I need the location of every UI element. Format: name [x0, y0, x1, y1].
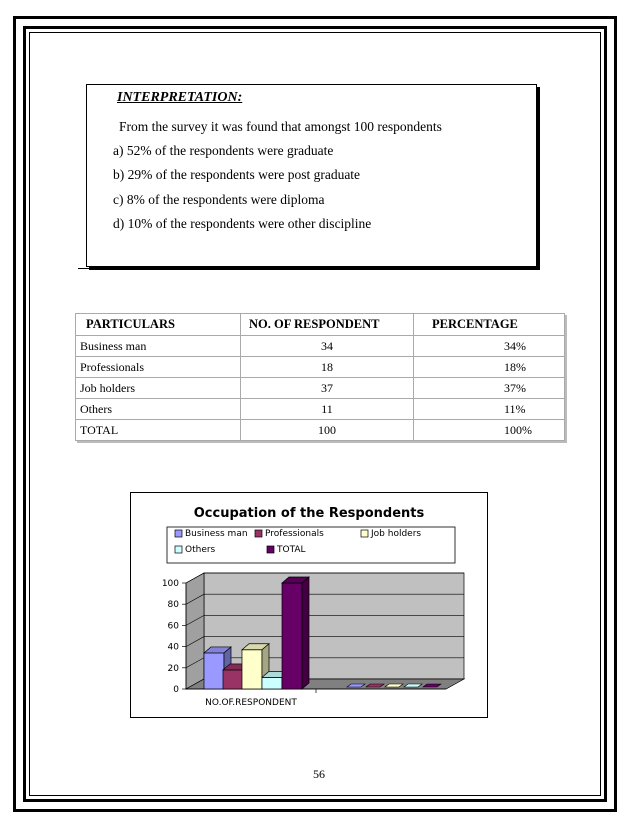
- table-row: [76, 357, 565, 378]
- y-tick-label: 100: [161, 579, 179, 589]
- cell-count: 18: [241, 357, 414, 378]
- interpretation-item: b) 29% of the respondents were post graduate: [113, 167, 361, 182]
- chart-side-wall: [186, 573, 204, 689]
- cell-count: 11: [241, 399, 414, 420]
- legend-label: TOTAL: [277, 545, 306, 555]
- legend-label: Business man: [185, 529, 248, 539]
- cell-count: 34: [241, 336, 414, 357]
- legend-label: Job holders: [371, 529, 422, 539]
- legend-swatch: [175, 546, 182, 553]
- cell-particular: Business man: [76, 336, 241, 357]
- cell-particular: Job holders: [76, 378, 241, 399]
- table-row: [76, 420, 565, 441]
- legend-label: Others: [185, 545, 216, 555]
- occupation-chart: [130, 492, 488, 718]
- interpretation-intro: From the survey it was found that amongst 100 respondents: [119, 119, 442, 134]
- interpretation-item: a) 52% of the respondents were graduate: [113, 143, 334, 158]
- y-tick-label: 20: [167, 663, 179, 674]
- y-tick-label: 0: [173, 685, 179, 695]
- header-percentage: PERCENTAGE: [414, 314, 565, 336]
- x-category-label: NO.OF.RESPONDENT: [205, 698, 297, 708]
- chart-canvas: [131, 493, 487, 717]
- respondent-table: [75, 313, 565, 441]
- header-no-of-respondent: NO. OF RESPONDENT: [241, 314, 414, 336]
- cell-percent: 18%: [414, 357, 565, 378]
- cell-percent: 34%: [414, 336, 565, 357]
- cell-count: 100: [241, 420, 414, 441]
- table-header-row: [76, 314, 565, 336]
- table-row: [76, 399, 565, 420]
- interpretation-item: c) 8% of the respondents were diploma: [113, 192, 325, 207]
- bar-front: [262, 677, 282, 689]
- interpretation-box: [86, 84, 537, 267]
- cell-percent: 100%: [414, 420, 565, 441]
- interpretation-item: d) 10% of the respondents were other discipline: [113, 216, 372, 231]
- legend-swatch: [361, 530, 368, 537]
- cell-count: 37: [241, 378, 414, 399]
- interpretation-heading: INTERPRETATION:: [117, 90, 243, 105]
- legend-swatch: [267, 546, 274, 553]
- bar-front: [204, 653, 224, 689]
- cell-particular: TOTAL: [76, 420, 241, 441]
- bar-front: [242, 650, 262, 689]
- chart-title: Occupation of the Respondents: [193, 506, 425, 521]
- cell-percent: 37%: [414, 378, 565, 399]
- y-tick-label: 60: [167, 621, 179, 632]
- bar-front: [223, 670, 243, 689]
- bar-side: [302, 577, 309, 689]
- cell-particular: Others: [76, 399, 241, 420]
- table-row: [76, 378, 565, 399]
- table-row: [76, 336, 565, 357]
- y-tick-label: 40: [167, 642, 179, 653]
- legend-swatch: [255, 530, 262, 537]
- y-tick-label: 80: [167, 600, 179, 611]
- cell-particular: Professionals: [76, 357, 241, 378]
- cell-percent: 11%: [414, 399, 565, 420]
- page-number: 56: [313, 767, 325, 781]
- legend-swatch: [175, 530, 182, 537]
- legend-label: Professionals: [265, 529, 324, 539]
- header-particulars: PARTICULARS: [76, 314, 241, 336]
- bar-front: [282, 583, 302, 689]
